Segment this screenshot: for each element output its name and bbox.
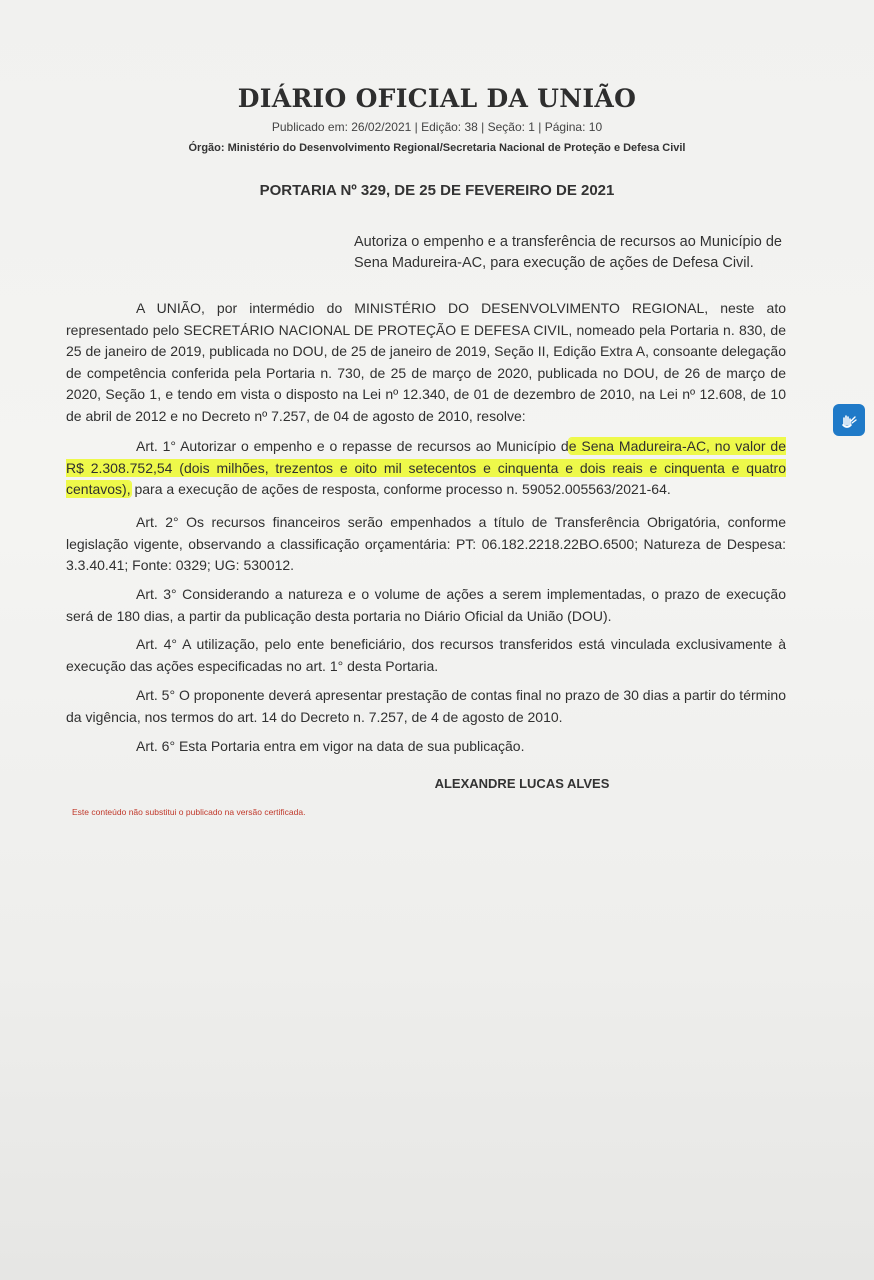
preamble-paragraph: A UNIÃO, por intermédio do MINISTÉRIO DO DESENVOLVIMENTO REGIONAL, neste ato representado pelo SECRETÁRIO NACIONAL DE PROTEÇÃO E DEFESA CIVIL, nomeado pela Portaria n. 830, de 25 de janeiro de 2019, publicada no DOU, de 25 de janeiro de 2019, Seção II, Edição Extra A, consoante delegação de competência conferida pela Portaria n. 730, de 25 de março de 2020, publicada no DOU, de 26 de março de 2020, Seção 1, e tendo em vista o disposto na Lei nº 12.340, de 01 de dezembro de 2010, na Lei nº 12.608, de 10 de abril de 2012 e no Decreto nº 7.257, de 04 de agosto de 2010, resolve: xyxy=(66,300,786,424)
article-3: Art. 3° Considerando a natureza e o volume de ações a serem implementadas, o prazo de execução será de 180 dias, a partir da publicação desta portaria no Diário Oficial da União (DOU). xyxy=(66,586,786,624)
article-1-highlighted-text: e Sena Madureira-AC, no valor de R$ 2.308.752,54 (dois milhões, trezentos e oito mil setecentos e cinquenta e dois reais e cinquenta e quatro centavos), xyxy=(66,438,786,497)
article-1-text-after: para a execução de ações de resposta, conforme processo n. 59052.005563/2021-64. xyxy=(130,481,671,497)
article-5: Art. 5° O proponente deverá apresentar prestação de contas final no prazo de 30 dias a partir do término da vigência, nos termos do art. 14 do Decreto n. 7.257, de 4 de agosto de 2010. xyxy=(66,687,786,725)
publication-info: Publicado em: 26/02/2021 | Edição: 38 | Seção: 1 | Página: 10 xyxy=(271,120,603,134)
masthead-title: DIÁRIO OFICIAL DA UNIÃO xyxy=(237,84,637,113)
signer-name: ALEXANDRE LUCAS ALVES xyxy=(434,776,610,791)
article-4: Art. 4° A utilização, pelo ente beneficiário, dos recursos transferidos está vinculada exclusivamente à execução das ações especificadas no art. 1° desta Portaria. xyxy=(66,636,786,674)
accessibility-button[interactable] xyxy=(833,404,865,436)
orgao-line: Órgão: Ministério do Desenvolvimento Regional/Secretaria Nacional de Proteção e Defesa Civil xyxy=(188,142,686,154)
disclaimer-note: Este conteúdo não substitui o publicado na versão certificada. xyxy=(72,807,306,817)
sign-language-hands-icon xyxy=(839,410,859,430)
article-6: Art. 6° Esta Portaria entra em vigor na data de sua publicação. xyxy=(136,738,525,754)
article-1-text-before: Art. 1° Autorizar o empenho e o repasse de recursos ao Município d xyxy=(136,438,569,454)
ementa: Autoriza o empenho e a transferência de recursos ao Município de Sena Madureira-AC, para execução de ações de Defesa Civil. xyxy=(354,234,782,271)
article-2: Art. 2° Os recursos financeiros serão empenhados a título de Transferência Obrigatória, conforme legislação vigente, observando a classificação orçamentária: PT: 06.182.2218.22BO.6500; Natureza de Despesa: 3.3.40.41; Fonte: 0329; UG: 530012. xyxy=(66,514,786,573)
article-1 xyxy=(66,436,786,501)
portaria-title: PORTARIA Nº 329, DE 25 DE FEVEREIRO DE 2021 xyxy=(259,182,615,199)
